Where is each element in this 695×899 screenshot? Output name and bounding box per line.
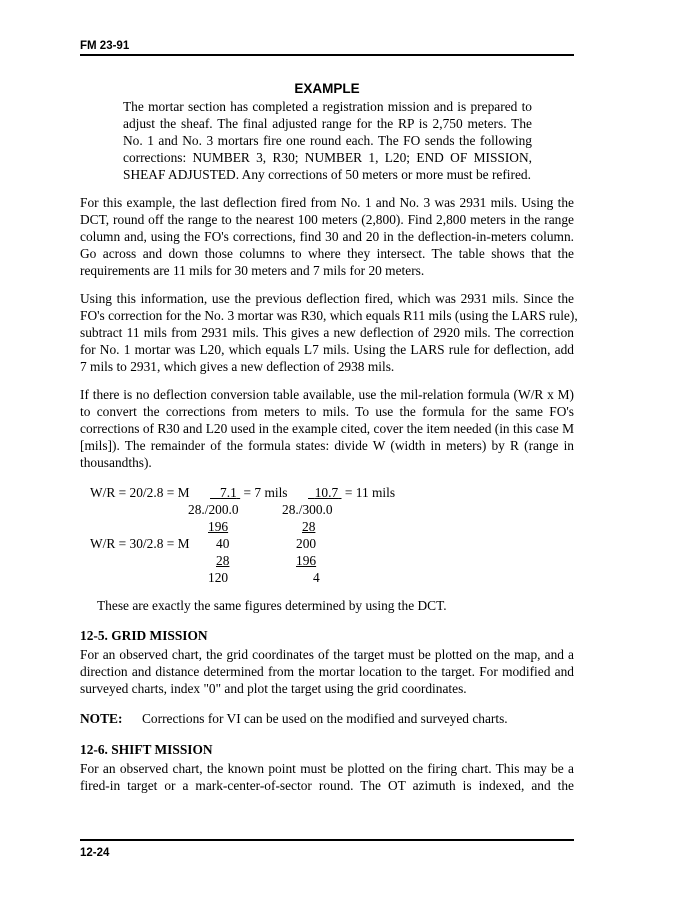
section-body-grid-mission xyxy=(80,646,574,697)
header-rule xyxy=(80,54,574,56)
text-line: No. 1 and No. 3 mortars fire one round each. The FO sends the following xyxy=(123,133,532,149)
note xyxy=(80,711,508,727)
step-value: 40 xyxy=(216,536,230,551)
step-value: 196 xyxy=(208,519,229,534)
text-line: surveyed charts, index "0" and plot the target using the grid coordinates. xyxy=(80,681,467,697)
step-value: 120 xyxy=(208,570,229,585)
step-value: 200 xyxy=(296,536,317,551)
text-line: FO's correction for the No. 3 mortar was R30, which equals R11 mils (using the LARS rule), xyxy=(80,308,578,324)
text-line: The mortar section has completed a registration mission and is prepared to xyxy=(123,99,532,114)
text-line: [mils]). The remainder of the formula states: divide W (width in meters) by R (range in xyxy=(80,438,574,454)
note-label: NOTE: xyxy=(80,711,123,726)
text-line: corrections of R30 and L20 used in the example cited, cover the item needed (in this case M xyxy=(80,421,574,437)
text-line: subtract 11 mils from 2931 mils. This gives a new deflection of 2920 mils. The correction xyxy=(80,325,574,341)
example-body xyxy=(123,98,532,183)
text-line: requirements are 11 mils for 30 meters and 7 mils for 20 meters. xyxy=(80,263,425,279)
quotient: 10.7 xyxy=(314,485,339,500)
example-title: EXAMPLE xyxy=(294,81,360,96)
text-line: For an observed chart, the grid coordinates of the target must be plotted on the map, and a xyxy=(80,647,574,662)
equation-label-1: W/R = 20/2.8 = M xyxy=(90,485,190,500)
running-header: FM 23-91 xyxy=(80,40,130,52)
step-value: 196 xyxy=(296,553,317,568)
step-value: 28 xyxy=(216,553,230,568)
text-line: Using this information, use the previous deflection fired, which was 2931 mils. Since the xyxy=(80,291,574,306)
divisor-1: 28./200.0 xyxy=(188,502,239,517)
page-number: 12-24 xyxy=(80,847,110,859)
text-line: for No. 1 mortar was L20, which equals L7 mils. Using the LARS rule for deflection, add xyxy=(80,342,574,358)
text-line: For an observed chart, the known point must be plotted on the firing chart. This may be a xyxy=(80,761,574,776)
equation-label-2: W/R = 30/2.8 = M xyxy=(90,536,190,551)
text-line: If there is no deflection conversion table available, use the mil-relation formula (W/R x M) xyxy=(80,387,574,402)
note-text: Corrections for VI can be used on the modified and surveyed charts. xyxy=(142,711,508,726)
text-line: thousandths). xyxy=(80,455,152,471)
text-line: corrections: NUMBER 3, R30; NUMBER 1, L20; END OF MISSION, xyxy=(123,150,532,166)
section-body-shift-mission xyxy=(80,760,574,794)
text-line: column and, using the FO's corrections, find 30 and 20 in the deflection-in-meters column. xyxy=(80,229,574,245)
text-line: DCT, round off the range to the nearest 100 meters (2,800). Find 2,800 meters in the range xyxy=(80,212,574,228)
text-line: direction and distance determined from the mortar location to the target. For modified and xyxy=(80,664,574,680)
result-2: 10.7 = 11 mils xyxy=(308,484,395,501)
result-1: 7.1 = 7 mils xyxy=(210,484,288,501)
paragraph-dct-lookup xyxy=(80,194,574,279)
text-line: For this example, the last deflection fired from No. 1 and No. 3 was 2931 mils. Using the xyxy=(80,195,574,210)
step-value: 28 xyxy=(302,519,316,534)
text-line: Go across and down those columns to where they intersect. The table shows that the xyxy=(80,246,574,262)
footer-rule xyxy=(80,839,574,841)
section-heading-shift-mission: 12-6. SHIFT MISSION xyxy=(80,742,213,757)
text-line: fired-in target or a mark-center-of-sector round. The OT azimuth is indexed, and the xyxy=(80,778,574,794)
text-line: adjust the sheaf. The final adjusted range for the RP is 2,750 meters. The xyxy=(123,116,532,132)
paragraph-mil-relation xyxy=(80,386,574,471)
text-line: to convert the corrections from meters to mils. To use the formula for the same FO's xyxy=(80,404,574,420)
divisor-2: 28./300.0 xyxy=(282,502,333,517)
paragraph-lars-rule xyxy=(80,290,578,375)
closing-sentence: These are exactly the same figures determined by using the DCT. xyxy=(97,598,447,613)
quotient: 7.1 xyxy=(220,485,237,500)
text-line: 7 mils to 2931, which gives a new deflection of 2938 mils. xyxy=(80,359,395,375)
step-value: 4 xyxy=(313,570,320,585)
section-heading-grid-mission: 12-5. GRID MISSION xyxy=(80,628,208,643)
text-line: SHEAF ADJUSTED. Any corrections of 50 meters or more must be refired. xyxy=(123,167,531,183)
